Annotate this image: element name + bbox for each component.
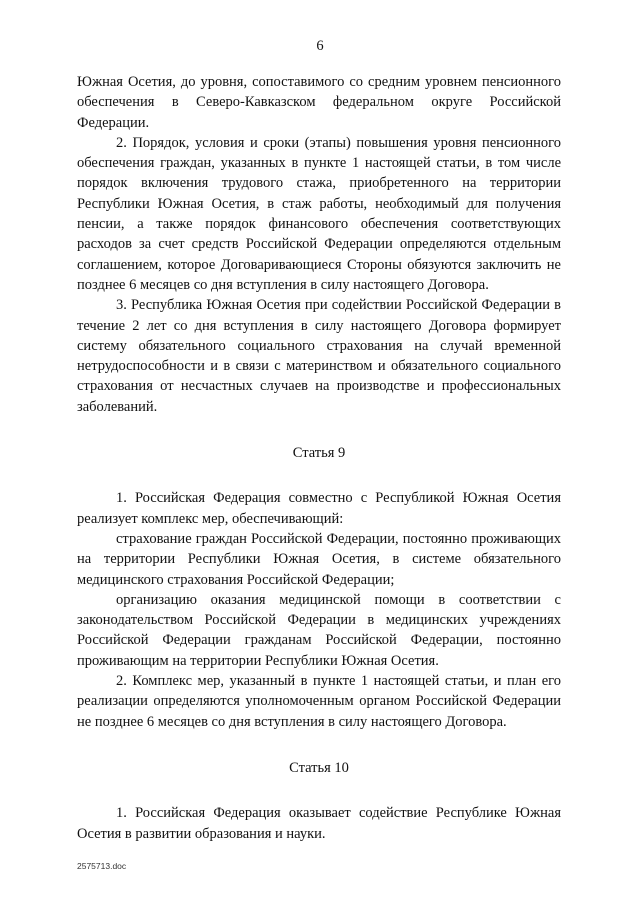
- article-10-paragraph-1: 1. Российская Федерация оказывает содействие Республике Южная Осетия в развитии образования и науки.: [77, 805, 561, 842]
- article-9-paragraph-1: 1. Российская Федерация совместно с Республикой Южная Осетия реализует комплекс мер, обеспечивающий:: [77, 490, 561, 527]
- article-9-subitem-insurance: страхование граждан Российской Федерации, постоянно проживающих на территории Республики Южная Осетия, в системе обязательного медицинского страхования Российской Федерации;: [77, 530, 561, 588]
- article-9-subitem-medical-care: организацию оказания медицинской помощи в соответствии с законодательством Российской Федерации в медицинских учреждениях Российской Федерации гражданам Российской Федерации, постоянно проживающим на территории Республики Южная Осетия.: [77, 591, 561, 669]
- page-number: 6: [316, 38, 324, 54]
- paragraph-continuation: Южная Осетия, до уровня, сопоставимого со средним уровнем пенсионного обеспечения в Северо-Кавказском федеральном округе Российской Федерации.: [77, 74, 561, 131]
- article-10-heading: Статья 10: [289, 759, 349, 776]
- paragraph-item-2: 2. Порядок, условия и сроки (этапы) повышения уровня пенсионного обеспечения граждан, указанных в пункте 1 настоящей статьи, в том числе порядок включения трудового стажа, приобретенного на территории Республики Южная Осетия, в стаж работы, необходимый для получения пенсии, а также порядок финансового обеспечения соответствующих расходов за счет средств Российской Федерации определяются отдельным соглашением, которое Договаривающиеся Стороны обязуются заключить не позднее 6 месяцев со дня вступления в силу настоящего Договора.: [77, 134, 561, 293]
- document-body: [77, 72, 561, 844]
- footer-doc-id: 2575713.doc: [77, 861, 127, 871]
- paragraph-item-3: 3. Республика Южная Осетия при содействии Российской Федерации в течение 2 лет со дня вступления в силу настоящего Договора формирует систему обязательного социального страхования на случай временной нетрудоспособности и в связи с материнством и обязательного социального страхования от несчастных случаев на производстве и профессиональных заболеваний.: [77, 297, 561, 415]
- article-9-heading: Статья 9: [292, 445, 346, 462]
- article-9-paragraph-2: 2. Комплекс мер, указанный в пункте 1 настоящей статьи, и план его реализации определяются уполномоченным органом Российской Федерации не позднее 6 месяцев со дня вступления в силу настоящего Договора.: [77, 673, 561, 730]
